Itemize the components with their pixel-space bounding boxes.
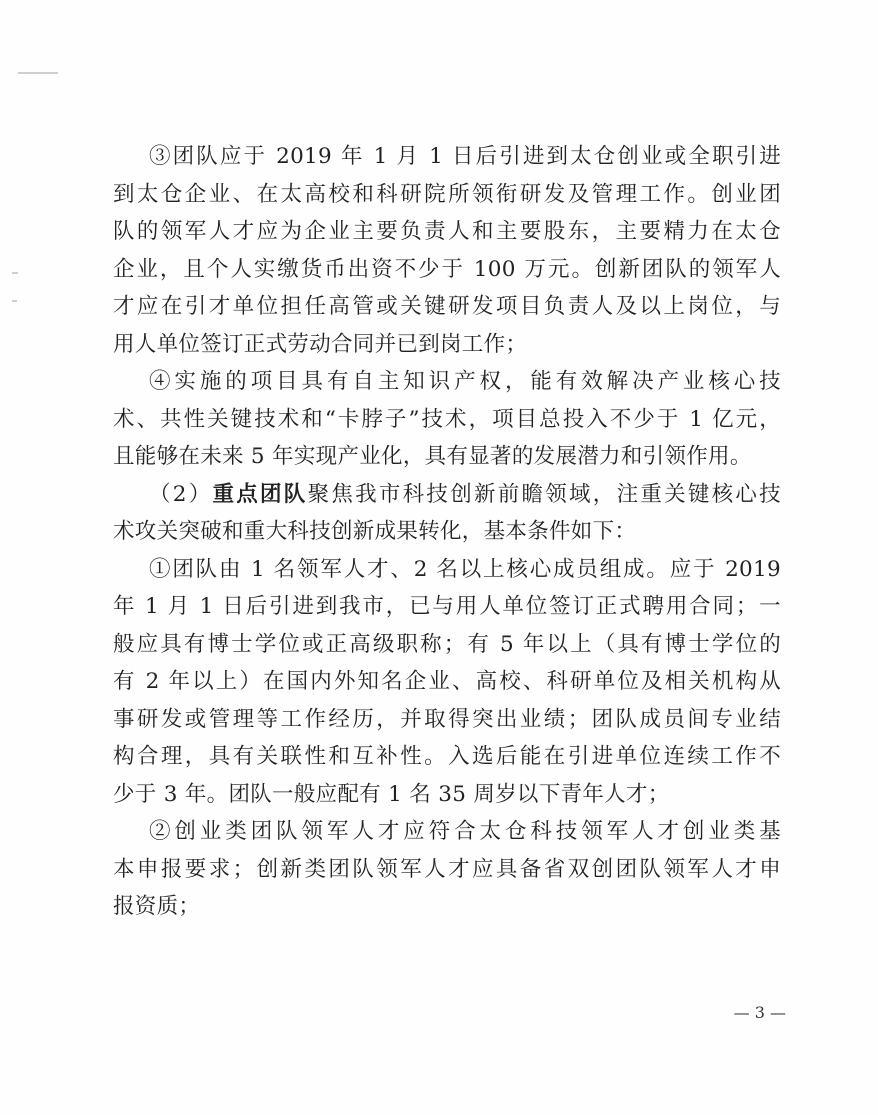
scan-artifact — [12, 300, 17, 302]
text-line: ①团队由 1 名领军人才、2 名以上核心成员组成。应于 2019 — [149, 556, 781, 582]
scan-artifact — [12, 272, 18, 274]
text-line: 术、共性关键技术和“卡脖子”技术，项目总投入不少于 1 亿元， — [113, 406, 781, 432]
text-line: 报资质； — [113, 894, 201, 919]
text-line: 队的领军人才应为企业主要负责人和主要股东，主要精力在太仓 — [113, 219, 781, 244]
text-line: 事研发或管理等工作经历，并取得突出业绩；团队成员间专业结 — [113, 706, 781, 732]
text-line: ②创业类团队领军人才应符合太仓科技领军人才创业类基 — [149, 819, 781, 844]
text-line: 构合理，具有关联性和互补性。入选后能在引进单位连续工作不 — [113, 744, 781, 769]
section-2-prefix: （2） — [149, 481, 213, 507]
paragraph-block-1 — [113, 138, 781, 476]
section-2-term: 重点团队 — [212, 481, 308, 507]
page-number: — 3 — — [733, 1003, 786, 1022]
text-line: 到太仓企业、在太高校和科研院所领衔研发及管理工作。创业团 — [113, 181, 781, 207]
text-line: 本申报要求；创新类团队领军人才应具备省双创团队领军人才申 — [113, 856, 781, 882]
text-line: 企业，且个人实缴货币出资不少于 100 万元。创新团队的领军人 — [113, 256, 781, 282]
section-2-heading-line — [113, 476, 781, 514]
text-line: ④实施的项目具有自主知识产权，能有效解决产业核心技 — [149, 369, 781, 394]
text-line: 有 2 年以上）在国内外知名企业、高校、科研单位及相关机构从 — [113, 669, 781, 694]
text-line: 且能够在未来 5 年实现产业化，具有显著的发展潜力和引领作用。 — [113, 444, 752, 469]
text-line: 年 1 月 1 日后引进到我市，已与用人单位签订正式聘用合同；一 — [113, 594, 781, 619]
text-line: ③团队应于 2019 年 1 月 1 日后引进到太仓创业或全职引进 — [149, 144, 781, 169]
text-line: 般应具有博士学位或正高级职称；有 5 年以上（具有博士学位的 — [113, 631, 781, 657]
document-body — [113, 138, 781, 926]
scan-artifact — [18, 72, 58, 74]
text-line: 才应在引才单位担任高管或关键研发项目负责人及以上岗位，与 — [113, 294, 781, 319]
text-line: 用人单位签订正式劳动合同并已到岗工作； — [113, 331, 528, 357]
text-line: 少于 3 年。团队一般应配有 1 名 35 周岁以下青年人才； — [113, 781, 670, 807]
paragraph-block-2 — [113, 513, 781, 926]
text-line: 术攻关突破和重大科技创新成果转化，基本条件如下： — [113, 519, 637, 544]
section-2-rest: 聚焦我市科技创新前瞻领域，注重关键核心技 — [307, 481, 781, 507]
